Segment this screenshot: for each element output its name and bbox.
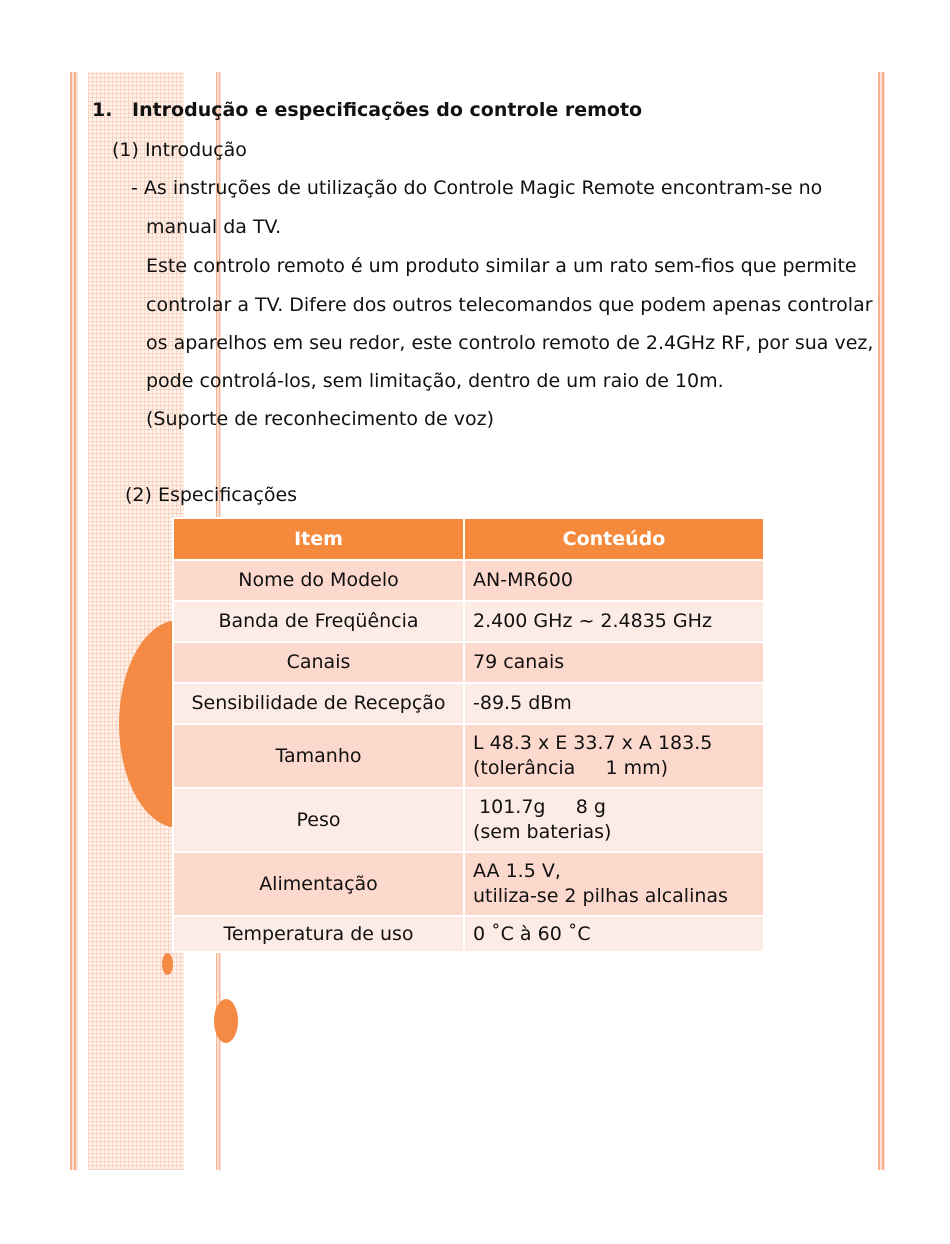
left-decorative-strip: [70, 72, 78, 1170]
right-decorative-strip: [878, 72, 885, 1170]
section-heading: [92, 99, 642, 121]
intro-heading: (1) Introdução: [112, 139, 247, 161]
intro-line: (Suporte de reconhecimento de voz): [146, 408, 495, 430]
table-header-row: [173, 518, 764, 560]
spec-value: L 48.3 x E 33.7 x A 183.5 (tolerância 1 mm): [464, 724, 764, 788]
spec-value: 2.400 GHz ~ 2.4835 GHz: [464, 601, 764, 642]
intro-bullet: - As instruções de utilização do Controle Magic Remote encontram-se no: [131, 177, 823, 199]
spec-value: AN-MR600: [464, 560, 764, 601]
spec-value: -89.5 dBm: [464, 683, 764, 724]
table-row: [173, 916, 764, 952]
column-header-content: Conteúdo: [464, 518, 764, 560]
table-row: [173, 642, 764, 683]
spec-item: Temperatura de uso: [173, 916, 464, 952]
specifications-table: [172, 517, 765, 953]
intro-line: os aparelhos em seu redor, este controlo remoto de 2.4GHz RF, por sua vez,: [146, 332, 874, 354]
intro-line: controlar a TV. Difere dos outros telecomandos que podem apenas controlar: [146, 294, 873, 316]
table-row: [173, 724, 764, 788]
spec-value: 79 canais: [464, 642, 764, 683]
spec-item: Banda de Freqüência: [173, 601, 464, 642]
intro-line: pode controlá-los, sem limitação, dentro de um raio de 10m.: [146, 370, 724, 392]
table-row: [173, 560, 764, 601]
section-number: 1.: [92, 99, 113, 121]
intro-line: manual da TV.: [146, 216, 282, 238]
spec-value: AA 1.5 V, utiliza-se 2 pilhas alcalinas: [464, 852, 764, 916]
intro-line: Este controlo remoto é um produto similar a um rato sem-fios que permite: [146, 255, 857, 277]
spec-value: 101.7g 8 g (sem baterias): [464, 788, 764, 852]
spec-item: Nome do Modelo: [173, 560, 464, 601]
medium-orange-dot: [214, 999, 238, 1043]
spec-item: Sensibilidade de Recepção: [173, 683, 464, 724]
spec-item: Canais: [173, 642, 464, 683]
table-row: [173, 601, 764, 642]
spec-item: Tamanho: [173, 724, 464, 788]
small-orange-dot: [162, 953, 173, 975]
column-header-item: Item: [173, 518, 464, 560]
table-row: [173, 788, 764, 852]
table-row: [173, 683, 764, 724]
spec-value: 0 ˚C à 60 ˚C: [464, 916, 764, 952]
section-title: Introdução e especificações do controle remoto: [132, 99, 643, 121]
spec-item: Alimentação: [173, 852, 464, 916]
table-row: [173, 852, 764, 916]
specs-heading: (2) Especificações: [125, 484, 298, 506]
spec-item: Peso: [173, 788, 464, 852]
